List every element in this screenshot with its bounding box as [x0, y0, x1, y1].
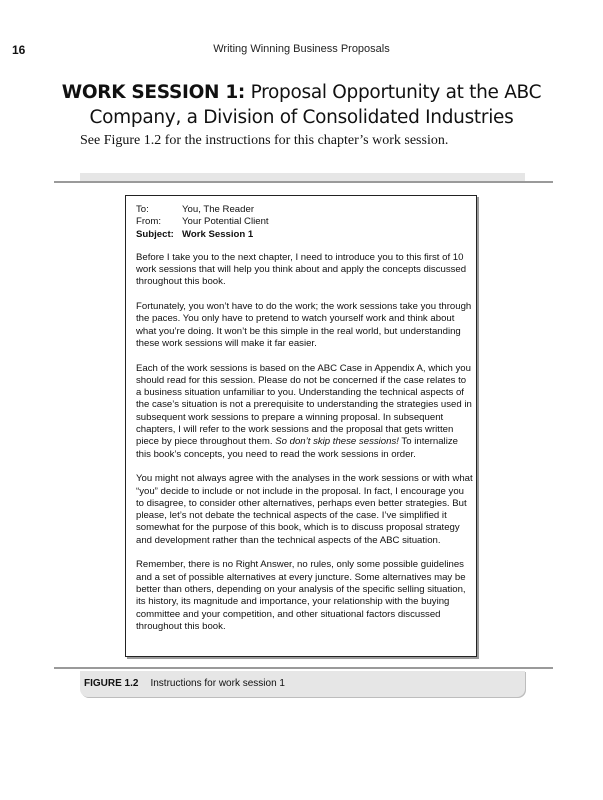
memo-paragraph-3 — [136, 363, 476, 461]
memo-box — [125, 195, 477, 657]
memo-subject-value: Work Session 1 — [182, 228, 254, 240]
memo-from-row — [136, 216, 476, 228]
work-session-title-bold: WORK SESSION 1: — [61, 82, 245, 103]
memo-header — [136, 204, 476, 241]
work-session-title-rest: Proposal Opportunity at the ABC Company, a Division of Consolidated Industries — [89, 82, 542, 128]
memo-paragraph-1: Before I take you to the next chapter, I need to introduce you to this first of 10 work sessions that will help you think about and apply the concepts discussed throughout this book. — [136, 251, 467, 288]
page-number: 16 — [12, 43, 26, 57]
memo-paragraph-4: You might not always agree with the analyses in the work sessions or with what “you” decide to include or not include in the proposal. In fact, I encourage you to disagree, to consider other alternatives, perhaps even better strategies. But please, let’s not debate the technical aspects of the case. I’ve simplified it somewhat for the purpose of this book, which is to discuss proposal strategy and development rather than the technical aspects of the ABC situation. — [136, 473, 473, 546]
memo-paragraph-3-emphasis: So don’t skip these sessions! — [275, 436, 399, 448]
memo-paragraph-3-b: To internalize this book’s concepts, you need to read the work sessions in order. — [136, 436, 458, 460]
memo-from-label: From: — [136, 216, 162, 228]
memo-from-value: Your Potential Client — [182, 216, 269, 228]
figure-caption-text: Instructions for work session 1 — [150, 678, 285, 689]
figure-top-strip — [80, 173, 525, 181]
running-head: Writing Winning Business Proposals — [213, 43, 390, 55]
figure-bottom-rule — [54, 667, 553, 669]
memo-to-label: To: — [136, 204, 149, 215]
memo-to-row — [136, 204, 476, 216]
figure-top-rule — [54, 181, 553, 183]
memo-to-value: You, The Reader — [182, 204, 255, 215]
figure-label: FIGURE 1.2 — [84, 678, 139, 689]
memo-subject-label: Subject: — [136, 228, 174, 240]
memo-subject-row — [136, 229, 476, 241]
memo-paragraph-2: Fortunately, you won’t have to do the work; the work sessions take you through the paces. You only have to pretend to watch yourself work and think about what you’re doing. It won’t be this simple in the real world, but understanding these work sessions will make it far easier. — [136, 301, 472, 349]
intro-text: See Figure 1.2 for the instructions for this chapter’s work session. — [80, 133, 449, 148]
memo-paragraph-3-a: Each of the work sessions is based on the ABC Case in Appendix A, which you should read for this session. Please do not be concerned if the case relates to a business situation unfamiliar to you. Understanding the technical aspects of the case’s situation is not a prerequisite to understanding the strategies used in subsequent work sessions to prepare a winning proposal. In subsequent chapters, I will refer to the work sessions and the proposal that gets written piece by piece throughout them. — [136, 362, 472, 448]
work-session-title — [40, 80, 563, 130]
memo-paragraph-5: Remember, there is no Right Answer, no rules, only some possible guidelines and a set of possible alternatives at every juncture. Some alternatives may be better than others, depending on your analysis of the specific selling situation, its history, its magnitude and importance, your relationship with the buying committee and your competition, and other situational factors discussed throughout this book. — [136, 559, 466, 632]
figure-caption — [84, 678, 285, 689]
